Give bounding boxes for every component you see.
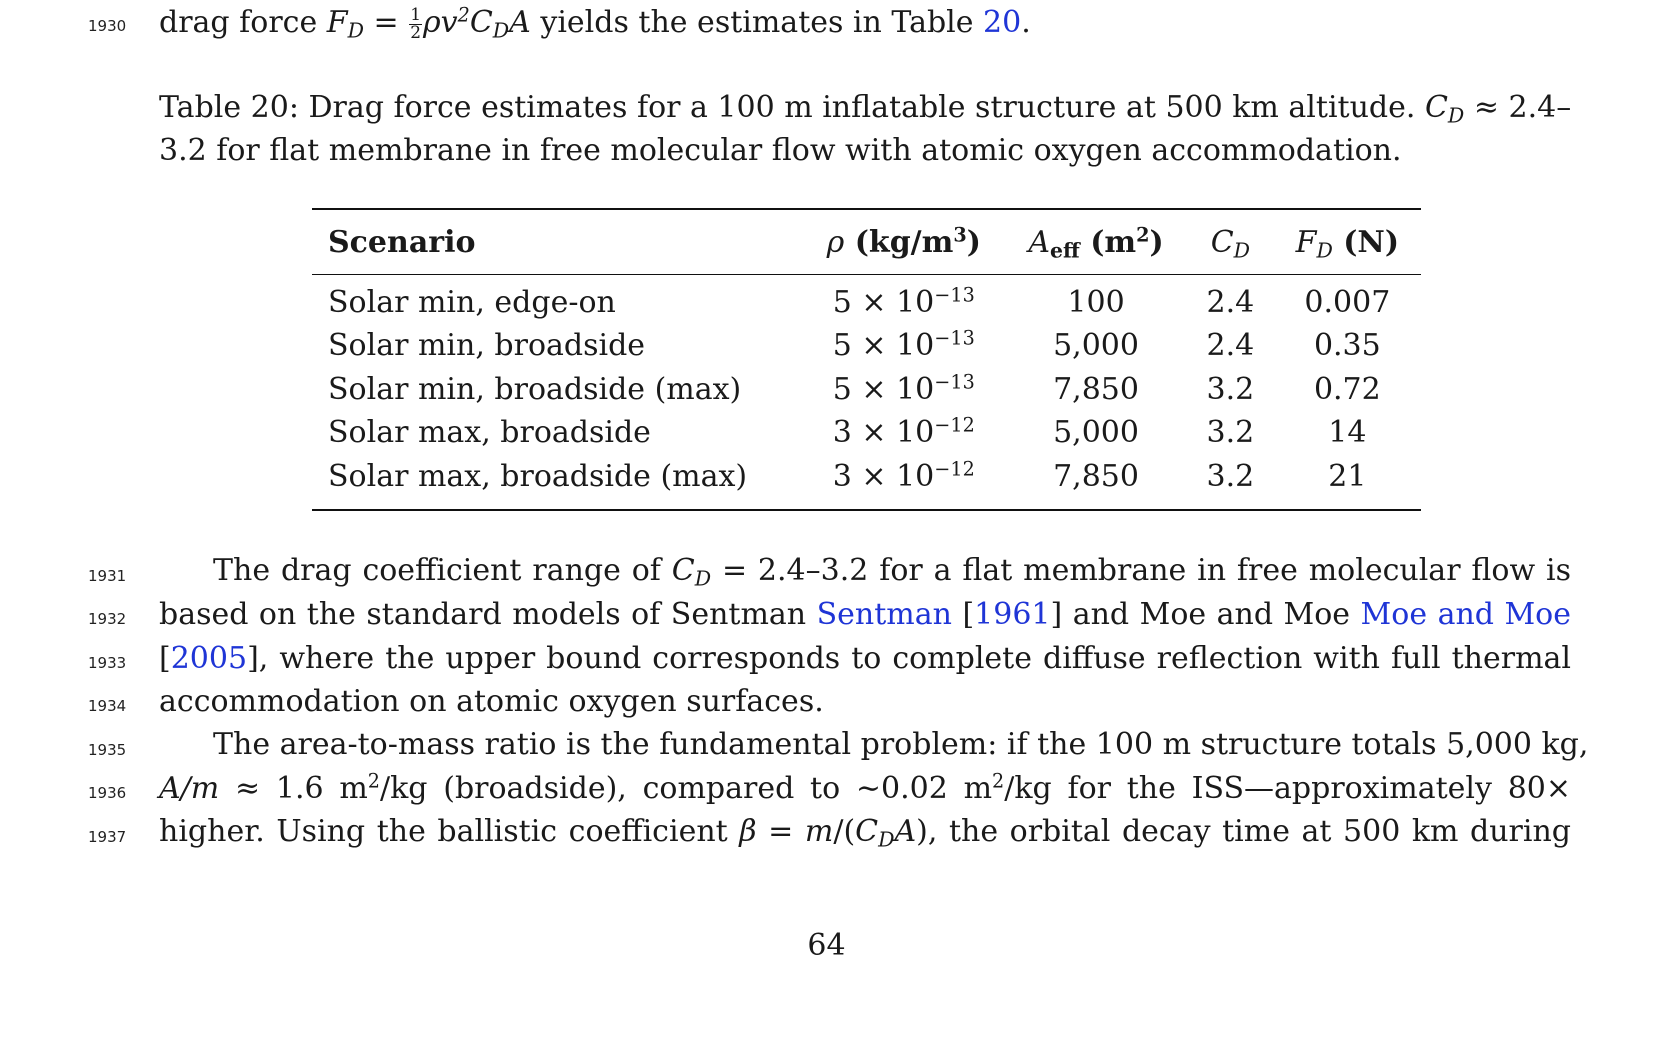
cell-cd: 3.2 [1206, 415, 1255, 451]
cell-scenario: Solar min, broadside [328, 328, 646, 364]
text-line-1936: A/m ≈ 1.6 $m^2/kg$ (broadside), compared to ∼0.02 $m^2/kg$ for the ISS—approximately 80× [159, 769, 1572, 806]
line-number: 1935 [88, 741, 127, 759]
caption-line-1: Table 20: Drag force estimates for a 100 m inflatable structure at 500 km altitude. $C_D \approx 2.4-$ [159, 90, 1572, 128]
cell-scenario: Solar min, broadside (max) [328, 371, 742, 407]
text: . [1021, 5, 1031, 40]
cell-fd: 0.007 [1304, 284, 1391, 320]
math-fd: $F_D$ [326, 5, 364, 43]
line-number: 1930 [88, 17, 127, 35]
line-number: 1931 [88, 567, 127, 585]
table-row [312, 325, 1421, 369]
citation-year-2005[interactable]: 2005 [170, 641, 248, 676]
cell-rho: $5 \times 10^{-13}$ [832, 283, 975, 320]
table-row [312, 412, 1421, 456]
line-number: 1936 [88, 784, 127, 802]
text-line-1935: The area-to-mass ratio is the fundamental problem: if the 100 m structure totals 5,000 kg, [213, 727, 1589, 762]
cell-cd: 2.4 [1206, 284, 1255, 320]
line-number: 1937 [88, 828, 127, 846]
citation-link-moe[interactable]: Moe and Moe [1360, 597, 1571, 632]
cell-aeff: 7,850 [1053, 458, 1139, 494]
text: = [363, 5, 409, 40]
cell-aeff: 5,000 [1053, 415, 1139, 451]
citation-year-1961[interactable]: 1961 [974, 597, 1051, 632]
table-row [312, 455, 1421, 510]
text: yields the estimates in Table [530, 5, 984, 40]
cell-fd: 14 [1328, 415, 1367, 451]
header-aeff: $A_{eff}$ $(m^2)$ [1028, 222, 1164, 263]
cell-aeff: 100 [1067, 284, 1125, 320]
table-caption [159, 86, 1571, 172]
cell-scenario: Solar min, edge-on [328, 284, 616, 320]
table-ref-link[interactable]: 20 [983, 5, 1022, 40]
table-header-row [312, 209, 1421, 275]
text-line-1931: The drag coefficient range of $C_D = 2.4-3.2$ for a flat membrane in free molecular flow is [213, 553, 1571, 591]
header-cd: $C_D$ [1210, 224, 1251, 263]
page-number: 64 [807, 928, 846, 963]
math-rho-v: $\rho v^2C_DA$ [423, 3, 531, 43]
text-line-1934: accommodation on atomic oxygen surfaces. [159, 684, 824, 719]
text-line-1933: [2005], where the upper bound corresponds to complete diffuse reflection with full thermal [159, 641, 1571, 676]
cell-fd: 21 [1328, 458, 1367, 494]
cell-fd: 0.72 [1313, 371, 1381, 407]
line-number: 1933 [88, 654, 127, 672]
text-line-1932: based on the standard models of Sentman Sentman [1961] and Moe and Moe Moe and Moe [159, 597, 1571, 632]
text-line-1937: higher. Using the ballistic coefficient $\beta = m/(C_DA)$, the orbital decay time at 500 km during [159, 814, 1572, 852]
cell-aeff: 7,850 [1053, 371, 1139, 407]
fraction-one-half: $\frac{1}{2}$ [410, 4, 422, 43]
text-line-1930 [159, 5, 1571, 42]
table-row [312, 275, 1421, 325]
cell-rho: $5 \times 10^{-13}$ [832, 370, 975, 407]
line-number: 1932 [88, 610, 127, 628]
cell-cd: 3.2 [1206, 458, 1255, 494]
cell-rho: $3 \times 10^{-12}$ [832, 457, 975, 494]
line-number: 1934 [88, 697, 127, 715]
cell-scenario: Solar max, broadside [328, 415, 651, 451]
header-scenario: Scenario [328, 224, 476, 260]
header-rho: ρ $(kg/m^3)$ [826, 222, 981, 260]
cell-aeff: 5,000 [1053, 328, 1139, 364]
cell-cd: 3.2 [1206, 371, 1255, 407]
caption-line-2: 3.2 for flat membrane in free molecular flow with atomic oxygen accommodation. [159, 133, 1402, 168]
cell-fd: 0.35 [1313, 328, 1381, 364]
cell-rho: $3 \times 10^{-12}$ [832, 413, 975, 451]
header-fd: $F_D$ (N) [1295, 224, 1400, 263]
cell-cd: 2.4 [1206, 328, 1255, 364]
cell-scenario: Solar max, broadside (max) [328, 458, 748, 494]
drag-force-table [312, 208, 1421, 511]
table-row [312, 368, 1421, 412]
citation-link-sentman[interactable]: Sentman [816, 597, 952, 632]
cell-rho: $5 \times 10^{-13}$ [832, 326, 975, 364]
text: drag force [159, 5, 327, 40]
